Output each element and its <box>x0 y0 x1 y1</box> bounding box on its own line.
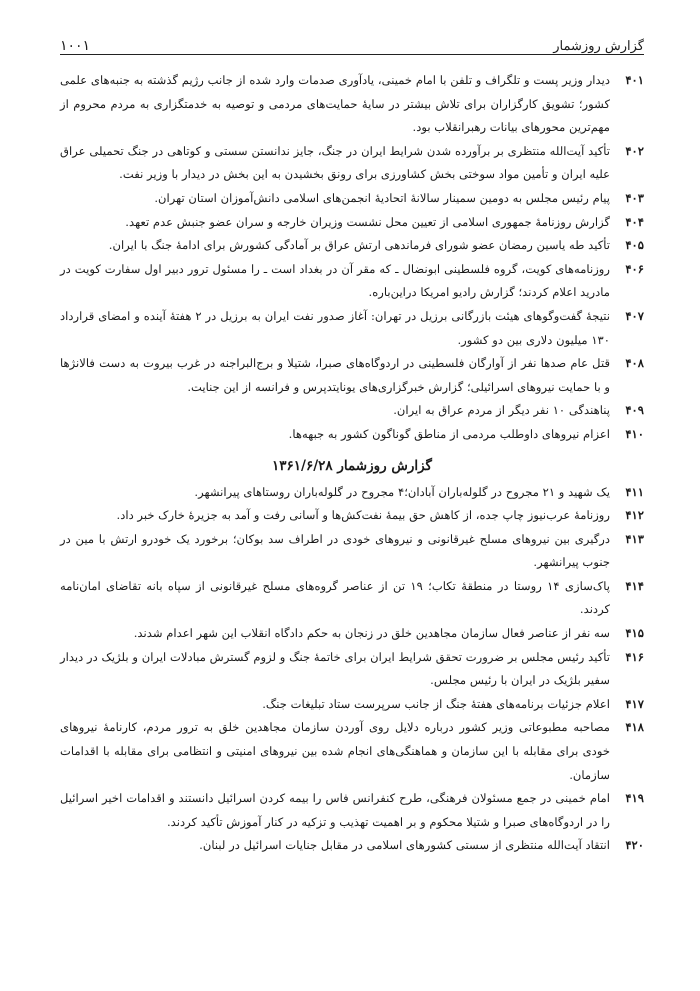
entry-number: ۴۰۲ <box>625 143 644 158</box>
entry-text: پیام رئیس مجلس به دومین سمینار سالانهٔ اتحادیهٔ انجمن‌های اسلامی دانش‌آموزان استان تهران. <box>154 190 610 205</box>
list-item <box>60 305 644 352</box>
entry-text: سه نفر از عناصر فعال سازمان مجاهدین خلق در زنجان به حکم دادگاه انقلاب این شهر اعدام شدند. <box>133 626 610 641</box>
entry-text: نتیجهٔ گفت‌وگوهای هیئت بازرگانی برزیل در تهران: آغاز صدور نفت ایران به برزیل در ۲ هفتهٔ آینده و امضای قرارداد ۱۳۰ میلیون دلاری بین دو کشور. <box>60 308 610 347</box>
list-item <box>60 352 644 399</box>
entry-text: پاک‌سازی ۱۴ روستا در منطقهٔ تکاب؛ ۱۹ تن از عناصر گروه‌های مسلح غیرقانونی از سپاه بانه تقاضای امان‌نامه کردند. <box>60 578 610 617</box>
entry-list-part1 <box>60 69 644 447</box>
list-item <box>60 716 644 787</box>
list-item <box>60 622 644 646</box>
section-title: گزارش روزشمار ۱۳۶۱/۶/۲۸ <box>272 457 432 474</box>
entry-number: ۴۱۱ <box>625 484 644 499</box>
entry-number: ۴۰۶ <box>625 261 644 276</box>
entry-text: اعلام جزئیات برنامه‌های هفتهٔ جنگ از جانب سرپرست ستاد تبلیغات جنگ. <box>262 696 610 711</box>
list-item <box>60 399 644 423</box>
entry-number: ۴۰۹ <box>625 403 644 418</box>
page-number: ۱۰۰۱ <box>60 38 91 54</box>
entry-text: گزارش روزنامهٔ جمهوری اسلامی از تعیین محل نشست وزیران خارجه و سران عضو جنبش عدم تعهد. <box>125 214 610 229</box>
entry-number: ۴۱۹ <box>625 791 644 806</box>
list-item <box>60 834 644 858</box>
document-page <box>60 28 644 858</box>
entry-text: تأکید طه یاسین رمضان عضو شورای فرماندهی ارتش عراق بر آمادگی کشورش برای ادامهٔ جنگ با ایران. <box>108 238 610 253</box>
list-item <box>60 211 644 235</box>
entry-number: ۴۰۸ <box>625 356 644 371</box>
entry-number: ۴۱۷ <box>625 696 644 711</box>
entry-number: ۴۱۳ <box>625 531 644 546</box>
entry-text: امام خمینی در جمع مسئولان فرهنگی، طرح کنفرانس فاس را بیمه کردن اسرائیل دانستند و اقدامات اخیر اسرائیل را در اردوگاه‌های صبرا و شتیلا محکوم و بر اهمیت تهذیب و تزکیه در کنار آموزش تأکید کردند. <box>60 791 610 829</box>
entry-number: ۴۰۳ <box>625 190 644 205</box>
entry-text: اعزام نیروهای داوطلب مردمی از مناطق گوناگون کشور به جبهه‌ها. <box>288 426 610 441</box>
list-item <box>60 140 644 187</box>
running-title: گزارش روزشمار <box>553 39 644 54</box>
list-item <box>60 646 644 693</box>
list-item <box>60 528 644 575</box>
page-header <box>60 28 644 55</box>
list-item <box>60 69 644 140</box>
list-item <box>60 481 644 505</box>
entry-number: ۴۱۶ <box>625 649 644 664</box>
entry-text: پناهندگی ۱۰ نفر دیگر از مردم عراق به ایران. <box>393 403 610 418</box>
entry-text: روزنامهٔ عرب‌نیوز چاپ جده، از کاهش حق بیمهٔ نفت‌کش‌ها و آسانی رفت و آمد به جزیرهٔ خارک خبر داد. <box>116 508 610 523</box>
list-item <box>60 258 644 305</box>
entry-number: ۴۱۰ <box>625 426 644 441</box>
list-item <box>60 234 644 258</box>
entry-number: ۴۰۱ <box>625 73 644 87</box>
entry-text: یک شهید و ۲۱ مجروح در گلوله‌باران آبادان؛۴ مجروح در گلوله‌باران روستاهای پیرانشهر. <box>194 484 610 499</box>
entry-text: تأکید رئیس مجلس بر ضرورت تحقق شرایط ایران برای خاتمهٔ جنگ و لزوم گسترش مبادلات ایران و بلژیک در دیدار سفیر بلژیک در ایران با رئیس مجلس. <box>60 649 610 688</box>
entry-number: ۴۱۴ <box>625 578 644 593</box>
entry-text: قتل عام صدها نفر از آوارگان فلسطینی در اردوگاه‌های صبرا، شتیلا و برج‌البراجنه در غرب بیروت به دست فالانژها و با حمایت نیروهای اسرائیلی؛ گزارش خبرگزاری‌های یونایتدپرس و فرانسه از این جنایت. <box>60 356 610 394</box>
entry-text: روزنامه‌های کویت، گروه فلسطینی ابونضال ـ که مقر آن در بغداد است ـ را مسئول ترور دبیر اول سفارت کویت در مادرید اعلام کردند؛ گزارش رادیو امریکا دراین‌باره. <box>60 261 610 300</box>
list-item <box>60 575 644 622</box>
list-item <box>60 693 644 717</box>
list-item <box>60 787 644 834</box>
list-item <box>60 504 644 528</box>
entry-text: تأکید آیت‌الله منتظری بر برآورده شدن شرایط ایران در جنگ، جایز ندانستن سستی و کوتاهی در جنگ تحمیلی عراق علیه ایران و تأمین مواد سوختی بخش کشاورزی برای رونق بخشیدن به این بخش در دیدار با وزیر نفت. <box>60 143 610 182</box>
entry-number: ۴۲۰ <box>625 838 644 853</box>
entry-number: ۴۰۵ <box>625 238 644 253</box>
entry-text: درگیری بین نیروهای مسلح غیرقانونی و نیروهای خودی در اطراف سد بوکان؛ برخورد یک خودرو ارتش با مین در جنوب پیرانشهر. <box>60 531 610 570</box>
entry-number: ۴۱۸ <box>625 720 644 735</box>
list-item <box>60 423 644 447</box>
entry-number: ۴۰۷ <box>625 308 644 323</box>
list-item <box>60 187 644 211</box>
entry-number: ۴۱۲ <box>625 508 644 523</box>
entry-text: انتقاد آیت‌الله منتظری از سستی کشورهای اسلامی در مقابل جنایات اسرائیل در لبنان. <box>199 838 610 853</box>
entry-text: مصاحبه مطبوعاتی وزیر کشور درباره دلایل روی آوردن سازمان مجاهدین خلق به ترور مردم، کارنامهٔ نیروهای خودی برای مقابله با این سازمان و هماهنگی‌های انجام شده بین نیروهای امنیتی و انتظامی برای مقابله با اقدامات سازمان. <box>60 720 610 782</box>
entry-number: ۴۱۵ <box>625 626 644 641</box>
entry-number: ۴۰۴ <box>625 214 644 229</box>
entry-list-part2 <box>60 481 644 859</box>
entry-text: دیدار وزیر پست و تلگراف و تلفن با امام خمینی، یادآوری صدمات وارد شده از جانب رژیم گذشته به جنبه‌های علمی کشور؛ تشویق کارگزاران برای تلاش بیشتر در سایهٔ حمایت‌های مردمی و توصیه به خدمتگزاری به مردم محروم از مهم‌ترین محورهای بیانات رهبرانقلاب بود. <box>60 73 610 135</box>
